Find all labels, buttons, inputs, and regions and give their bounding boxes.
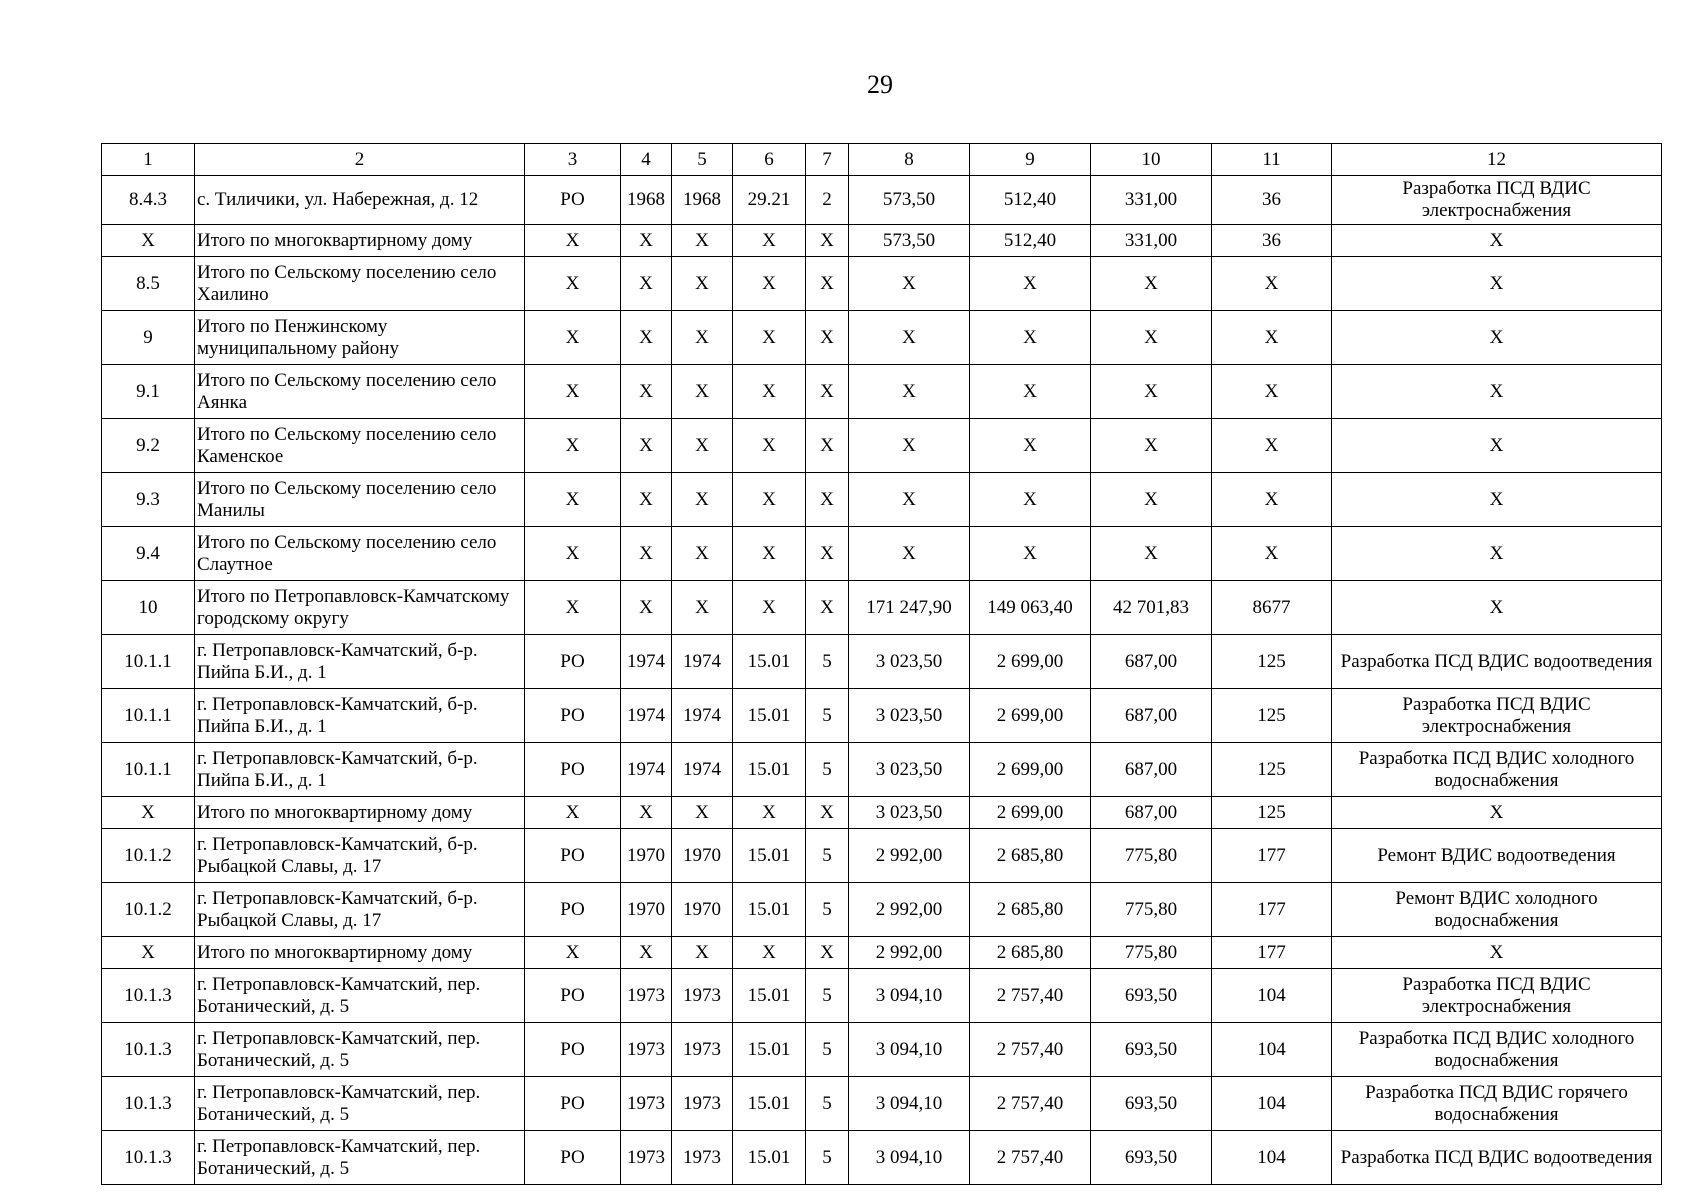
cell-total-area: X bbox=[849, 365, 970, 419]
cell-residents: 36 bbox=[1212, 225, 1332, 257]
cell-ownership: РО bbox=[525, 689, 621, 743]
cell-ownership: X bbox=[525, 527, 621, 581]
cell-ownership: РО bbox=[525, 1023, 621, 1077]
cell-nonresidential-area: 687,00 bbox=[1091, 689, 1212, 743]
cell-num: 10.1.3 bbox=[102, 1131, 195, 1185]
cell-address: Итого по многоквартирному дому bbox=[195, 225, 525, 257]
table-row bbox=[102, 365, 1662, 419]
cell-residential-area: 2 685,80 bbox=[970, 883, 1091, 937]
cell-residents: X bbox=[1212, 419, 1332, 473]
cell-nonresidential-area: 693,50 bbox=[1091, 1023, 1212, 1077]
cell-total-area: 3 023,50 bbox=[849, 689, 970, 743]
cell-year-commission: X bbox=[672, 527, 733, 581]
cell-year-commission: 1973 bbox=[672, 1131, 733, 1185]
cell-residents: 177 bbox=[1212, 937, 1332, 969]
header-cell-6: 6 bbox=[733, 144, 806, 176]
cell-year-built: 1973 bbox=[621, 969, 672, 1023]
cell-floors: X bbox=[806, 419, 849, 473]
cell-address: г. Петропавловск-Камчатский, б-р. Пийпа Б.И., д. 1 bbox=[195, 743, 525, 797]
cell-year-commission: 1973 bbox=[672, 969, 733, 1023]
cell-work-type: Ремонт ВДИС холодного водоснабжения bbox=[1332, 883, 1662, 937]
cell-num: 9.2 bbox=[102, 419, 195, 473]
cell-total-area: 171 247,90 bbox=[849, 581, 970, 635]
cell-ownership: X bbox=[525, 473, 621, 527]
table-row bbox=[102, 581, 1662, 635]
cell-total-area: 3 023,50 bbox=[849, 635, 970, 689]
cell-nonresidential-area: X bbox=[1091, 311, 1212, 365]
table-row bbox=[102, 473, 1662, 527]
cell-total-area: X bbox=[849, 257, 970, 311]
cell-residents: X bbox=[1212, 365, 1332, 419]
cell-address: г. Петропавловск-Камчатский, пер. Ботанический, д. 5 bbox=[195, 969, 525, 1023]
cell-residential-area: 2 757,40 bbox=[970, 1131, 1091, 1185]
header-cell-3: 3 bbox=[525, 144, 621, 176]
cell-num: 10.1.1 bbox=[102, 743, 195, 797]
cell-total-area: 573,50 bbox=[849, 225, 970, 257]
cell-nonresidential-area: 775,80 bbox=[1091, 883, 1212, 937]
cell-ownership: X bbox=[525, 797, 621, 829]
cell-floors: 5 bbox=[806, 829, 849, 883]
cell-floors: X bbox=[806, 225, 849, 257]
table-row bbox=[102, 225, 1662, 257]
cell-nonresidential-area: X bbox=[1091, 527, 1212, 581]
cell-work-type: X bbox=[1332, 257, 1662, 311]
cell-residents: 125 bbox=[1212, 797, 1332, 829]
table-row bbox=[102, 883, 1662, 937]
cell-address: г. Петропавловск-Камчатский, пер. Ботанический, д. 5 bbox=[195, 1023, 525, 1077]
cell-year-built: X bbox=[621, 257, 672, 311]
cell-residents: 104 bbox=[1212, 1023, 1332, 1077]
cell-total-area: 3 023,50 bbox=[849, 797, 970, 829]
cell-floors: X bbox=[806, 527, 849, 581]
cell-year-built: 1973 bbox=[621, 1077, 672, 1131]
cell-residential-area: X bbox=[970, 311, 1091, 365]
cell-floors: X bbox=[806, 797, 849, 829]
cell-year-built: 1974 bbox=[621, 635, 672, 689]
cell-work-type: Разработка ПСД ВДИС холодного водоснабжения bbox=[1332, 743, 1662, 797]
cell-address: Итого по Сельскому поселению село Слаутное bbox=[195, 527, 525, 581]
table-row bbox=[102, 176, 1662, 225]
cell-residents: 125 bbox=[1212, 635, 1332, 689]
cell-floors: X bbox=[806, 257, 849, 311]
cell-year-commission: X bbox=[672, 581, 733, 635]
cell-num: 10.1.1 bbox=[102, 635, 195, 689]
cell-year-built: X bbox=[621, 527, 672, 581]
cell-residential-area: X bbox=[970, 419, 1091, 473]
cell-total-area: 2 992,00 bbox=[849, 937, 970, 969]
cell-num: 10.1.3 bbox=[102, 1077, 195, 1131]
header-cell-7: 7 bbox=[806, 144, 849, 176]
cell-num: 9.1 bbox=[102, 365, 195, 419]
cell-work-type: X bbox=[1332, 419, 1662, 473]
cell-wall-material: X bbox=[733, 581, 806, 635]
cell-wall-material: 15.01 bbox=[733, 1023, 806, 1077]
cell-residents: 177 bbox=[1212, 883, 1332, 937]
cell-work-type: X bbox=[1332, 365, 1662, 419]
cell-work-type: Разработка ПСД ВДИС холодного водоснабжения bbox=[1332, 1023, 1662, 1077]
cell-num: 9.4 bbox=[102, 527, 195, 581]
cell-nonresidential-area: 331,00 bbox=[1091, 225, 1212, 257]
cell-wall-material: 15.01 bbox=[733, 1077, 806, 1131]
table-row bbox=[102, 527, 1662, 581]
cell-address: г. Петропавловск-Камчатский, пер. Ботанический, д. 5 bbox=[195, 1131, 525, 1185]
cell-floors: X bbox=[806, 365, 849, 419]
cell-ownership: РО bbox=[525, 969, 621, 1023]
cell-wall-material: X bbox=[733, 937, 806, 969]
cell-ownership: X bbox=[525, 225, 621, 257]
cell-ownership: РО bbox=[525, 1077, 621, 1131]
header-row bbox=[102, 144, 1662, 176]
cell-nonresidential-area: X bbox=[1091, 257, 1212, 311]
cell-num: 8.4.3 bbox=[102, 176, 195, 225]
header-cell-11: 11 bbox=[1212, 144, 1332, 176]
cell-floors: 5 bbox=[806, 1131, 849, 1185]
table-row bbox=[102, 937, 1662, 969]
cell-ownership: РО bbox=[525, 1131, 621, 1185]
cell-address: Итого по Сельскому поселению село Аянка bbox=[195, 365, 525, 419]
cell-total-area: 573,50 bbox=[849, 176, 970, 225]
cell-residential-area: X bbox=[970, 257, 1091, 311]
cell-address: Итого по многоквартирному дому bbox=[195, 797, 525, 829]
cell-residents: 104 bbox=[1212, 1077, 1332, 1131]
cell-year-built: X bbox=[621, 225, 672, 257]
cell-wall-material: 29.21 bbox=[733, 176, 806, 225]
cell-work-type: X bbox=[1332, 225, 1662, 257]
cell-wall-material: 15.01 bbox=[733, 743, 806, 797]
cell-total-area: 2 992,00 bbox=[849, 883, 970, 937]
cell-year-built: X bbox=[621, 365, 672, 419]
cell-residential-area: 2 699,00 bbox=[970, 743, 1091, 797]
cell-year-commission: 1970 bbox=[672, 829, 733, 883]
cell-year-commission: X bbox=[672, 365, 733, 419]
cell-wall-material: 15.01 bbox=[733, 969, 806, 1023]
cell-total-area: 3 094,10 bbox=[849, 969, 970, 1023]
cell-year-built: 1974 bbox=[621, 689, 672, 743]
header-cell-5: 5 bbox=[672, 144, 733, 176]
header-cell-8: 8 bbox=[849, 144, 970, 176]
table-row bbox=[102, 797, 1662, 829]
cell-residents: 36 bbox=[1212, 176, 1332, 225]
cell-floors: X bbox=[806, 581, 849, 635]
cell-residents: 104 bbox=[1212, 1131, 1332, 1185]
cell-ownership: X bbox=[525, 365, 621, 419]
cell-floors: 5 bbox=[806, 689, 849, 743]
cell-work-type: Разработка ПСД ВДИС электроснабжения bbox=[1332, 969, 1662, 1023]
cell-ownership: РО bbox=[525, 743, 621, 797]
cell-work-type: Разработка ПСД ВДИС электроснабжения bbox=[1332, 689, 1662, 743]
cell-address: г. Петропавловск-Камчатский, б-р. Пийпа Б.И., д. 1 bbox=[195, 635, 525, 689]
cell-address: Итого по Петропавловск-Камчатскому городскому округу bbox=[195, 581, 525, 635]
cell-floors: 2 bbox=[806, 176, 849, 225]
cell-nonresidential-area: 331,00 bbox=[1091, 176, 1212, 225]
cell-nonresidential-area: 775,80 bbox=[1091, 829, 1212, 883]
cell-year-commission: X bbox=[672, 257, 733, 311]
cell-wall-material: X bbox=[733, 527, 806, 581]
cell-num: 10.1.3 bbox=[102, 1023, 195, 1077]
cell-address: г. Петропавловск-Камчатский, б-р. Рыбацкой Славы, д. 17 bbox=[195, 829, 525, 883]
cell-work-type: Ремонт ВДИС водоотведения bbox=[1332, 829, 1662, 883]
cell-num: 10.1.3 bbox=[102, 969, 195, 1023]
cell-work-type: Разработка ПСД ВДИС горячего водоснабжения bbox=[1332, 1077, 1662, 1131]
cell-residents: 125 bbox=[1212, 689, 1332, 743]
table-row bbox=[102, 1131, 1662, 1185]
cell-address: Итого по Пенжинскому муниципальному району bbox=[195, 311, 525, 365]
cell-year-commission: 1973 bbox=[672, 1023, 733, 1077]
cell-wall-material: X bbox=[733, 257, 806, 311]
data-table bbox=[101, 143, 1662, 1185]
cell-total-area: 3 094,10 bbox=[849, 1077, 970, 1131]
cell-address: Итого по многоквартирному дому bbox=[195, 937, 525, 969]
cell-residential-area: X bbox=[970, 365, 1091, 419]
cell-address: с. Тиличики, ул. Набережная, д. 12 bbox=[195, 176, 525, 225]
header-cell-1: 1 bbox=[102, 144, 195, 176]
cell-residential-area: 512,40 bbox=[970, 176, 1091, 225]
cell-nonresidential-area: 775,80 bbox=[1091, 937, 1212, 969]
cell-nonresidential-area: 693,50 bbox=[1091, 1077, 1212, 1131]
cell-nonresidential-area: X bbox=[1091, 473, 1212, 527]
cell-wall-material: X bbox=[733, 797, 806, 829]
cell-year-commission: X bbox=[672, 419, 733, 473]
cell-residential-area: 149 063,40 bbox=[970, 581, 1091, 635]
table-row bbox=[102, 1077, 1662, 1131]
cell-year-commission: 1974 bbox=[672, 743, 733, 797]
cell-residents: 8677 bbox=[1212, 581, 1332, 635]
cell-num: X bbox=[102, 937, 195, 969]
cell-wall-material: 15.01 bbox=[733, 635, 806, 689]
cell-nonresidential-area: 693,50 bbox=[1091, 1131, 1212, 1185]
header-cell-4: 4 bbox=[621, 144, 672, 176]
cell-residential-area: 2 699,00 bbox=[970, 635, 1091, 689]
cell-work-type: X bbox=[1332, 527, 1662, 581]
cell-nonresidential-area: 687,00 bbox=[1091, 743, 1212, 797]
cell-total-area: 2 992,00 bbox=[849, 829, 970, 883]
cell-wall-material: 15.01 bbox=[733, 829, 806, 883]
cell-year-built: 1970 bbox=[621, 883, 672, 937]
cell-nonresidential-area: 687,00 bbox=[1091, 797, 1212, 829]
cell-year-commission: 1973 bbox=[672, 1077, 733, 1131]
cell-work-type: Разработка ПСД ВДИС водоотведения bbox=[1332, 635, 1662, 689]
cell-address: г. Петропавловск-Камчатский, б-р. Рыбацкой Славы, д. 17 bbox=[195, 883, 525, 937]
table-row bbox=[102, 1023, 1662, 1077]
cell-floors: 5 bbox=[806, 883, 849, 937]
cell-floors: 5 bbox=[806, 1077, 849, 1131]
cell-address: Итого по Сельскому поселению село Манилы bbox=[195, 473, 525, 527]
cell-work-type: X bbox=[1332, 473, 1662, 527]
cell-floors: 5 bbox=[806, 969, 849, 1023]
cell-ownership: РО bbox=[525, 635, 621, 689]
cell-total-area: X bbox=[849, 473, 970, 527]
cell-floors: X bbox=[806, 473, 849, 527]
cell-num: 9.3 bbox=[102, 473, 195, 527]
table-row bbox=[102, 689, 1662, 743]
cell-num: X bbox=[102, 225, 195, 257]
cell-year-built: X bbox=[621, 937, 672, 969]
cell-wall-material: 15.01 bbox=[733, 1131, 806, 1185]
cell-ownership: X bbox=[525, 581, 621, 635]
cell-num: 10.1.2 bbox=[102, 829, 195, 883]
cell-residential-area: 512,40 bbox=[970, 225, 1091, 257]
cell-residential-area: X bbox=[970, 527, 1091, 581]
cell-nonresidential-area: X bbox=[1091, 365, 1212, 419]
cell-address: г. Петропавловск-Камчатский, б-р. Пийпа Б.И., д. 1 bbox=[195, 689, 525, 743]
cell-floors: 5 bbox=[806, 1023, 849, 1077]
cell-year-commission: 1968 bbox=[672, 176, 733, 225]
cell-residential-area: 2 699,00 bbox=[970, 689, 1091, 743]
cell-year-commission: 1974 bbox=[672, 689, 733, 743]
cell-year-commission: X bbox=[672, 937, 733, 969]
cell-ownership: РО bbox=[525, 176, 621, 225]
cell-wall-material: 15.01 bbox=[733, 883, 806, 937]
cell-ownership: X bbox=[525, 419, 621, 473]
cell-wall-material: X bbox=[733, 419, 806, 473]
cell-residential-area: 2 699,00 bbox=[970, 797, 1091, 829]
cell-year-commission: X bbox=[672, 473, 733, 527]
header-cell-2: 2 bbox=[195, 144, 525, 176]
cell-nonresidential-area: 42 701,83 bbox=[1091, 581, 1212, 635]
cell-total-area: X bbox=[849, 311, 970, 365]
cell-year-built: X bbox=[621, 419, 672, 473]
cell-num: X bbox=[102, 797, 195, 829]
cell-total-area: 3 094,10 bbox=[849, 1131, 970, 1185]
cell-residents: X bbox=[1212, 257, 1332, 311]
cell-work-type: Разработка ПСД ВДИС электроснабжения bbox=[1332, 176, 1662, 225]
cell-ownership: X bbox=[525, 937, 621, 969]
cell-work-type: X bbox=[1332, 797, 1662, 829]
cell-num: 8.5 bbox=[102, 257, 195, 311]
cell-total-area: 3 023,50 bbox=[849, 743, 970, 797]
header-cell-10: 10 bbox=[1091, 144, 1212, 176]
cell-total-area: X bbox=[849, 527, 970, 581]
cell-num: 9 bbox=[102, 311, 195, 365]
header-cell-9: 9 bbox=[970, 144, 1091, 176]
cell-residents: X bbox=[1212, 527, 1332, 581]
cell-nonresidential-area: 693,50 bbox=[1091, 969, 1212, 1023]
cell-ownership: РО bbox=[525, 883, 621, 937]
cell-work-type: X bbox=[1332, 311, 1662, 365]
table-row bbox=[102, 829, 1662, 883]
cell-year-built: X bbox=[621, 311, 672, 365]
table-row bbox=[102, 311, 1662, 365]
cell-work-type: Разработка ПСД ВДИС водоотведения bbox=[1332, 1131, 1662, 1185]
cell-floors: 5 bbox=[806, 635, 849, 689]
header-cell-12: 12 bbox=[1332, 144, 1662, 176]
cell-residential-area: 2 757,40 bbox=[970, 1023, 1091, 1077]
cell-wall-material: X bbox=[733, 225, 806, 257]
cell-num: 10 bbox=[102, 581, 195, 635]
table-row bbox=[102, 419, 1662, 473]
cell-year-built: 1974 bbox=[621, 743, 672, 797]
cell-num: 10.1.1 bbox=[102, 689, 195, 743]
cell-year-built: X bbox=[621, 797, 672, 829]
table-row bbox=[102, 743, 1662, 797]
table-row bbox=[102, 635, 1662, 689]
cell-residential-area: 2 685,80 bbox=[970, 937, 1091, 969]
cell-nonresidential-area: 687,00 bbox=[1091, 635, 1212, 689]
cell-year-commission: X bbox=[672, 311, 733, 365]
cell-residential-area: 2 757,40 bbox=[970, 969, 1091, 1023]
cell-year-built: X bbox=[621, 473, 672, 527]
cell-wall-material: X bbox=[733, 311, 806, 365]
cell-floors: X bbox=[806, 937, 849, 969]
cell-residential-area: X bbox=[970, 473, 1091, 527]
cell-ownership: РО bbox=[525, 829, 621, 883]
cell-residents: 125 bbox=[1212, 743, 1332, 797]
cell-wall-material: 15.01 bbox=[733, 689, 806, 743]
cell-work-type: X bbox=[1332, 937, 1662, 969]
cell-residents: X bbox=[1212, 311, 1332, 365]
cell-year-commission: 1974 bbox=[672, 635, 733, 689]
cell-wall-material: X bbox=[733, 365, 806, 419]
cell-ownership: X bbox=[525, 311, 621, 365]
cell-residential-area: 2 685,80 bbox=[970, 829, 1091, 883]
cell-year-commission: 1970 bbox=[672, 883, 733, 937]
cell-num: 10.1.2 bbox=[102, 883, 195, 937]
cell-year-commission: X bbox=[672, 797, 733, 829]
cell-floors: X bbox=[806, 311, 849, 365]
cell-total-area: X bbox=[849, 419, 970, 473]
cell-ownership: X bbox=[525, 257, 621, 311]
cell-residents: X bbox=[1212, 473, 1332, 527]
cell-year-built: X bbox=[621, 581, 672, 635]
cell-floors: 5 bbox=[806, 743, 849, 797]
cell-residents: 177 bbox=[1212, 829, 1332, 883]
cell-address: Итого по Сельскому поселению село Хаилино bbox=[195, 257, 525, 311]
cell-residents: 104 bbox=[1212, 969, 1332, 1023]
cell-year-commission: X bbox=[672, 225, 733, 257]
cell-address: г. Петропавловск-Камчатский, пер. Ботанический, д. 5 bbox=[195, 1077, 525, 1131]
cell-address: Итого по Сельскому поселению село Каменское bbox=[195, 419, 525, 473]
cell-year-built: 1970 bbox=[621, 829, 672, 883]
table-row bbox=[102, 969, 1662, 1023]
cell-year-built: 1973 bbox=[621, 1023, 672, 1077]
cell-work-type: X bbox=[1332, 581, 1662, 635]
cell-residential-area: 2 757,40 bbox=[970, 1077, 1091, 1131]
cell-year-built: 1968 bbox=[621, 176, 672, 225]
page-number: 29 bbox=[867, 70, 893, 99]
cell-wall-material: X bbox=[733, 473, 806, 527]
table-row bbox=[102, 257, 1662, 311]
cell-year-built: 1973 bbox=[621, 1131, 672, 1185]
cell-total-area: 3 094,10 bbox=[849, 1023, 970, 1077]
cell-nonresidential-area: X bbox=[1091, 419, 1212, 473]
